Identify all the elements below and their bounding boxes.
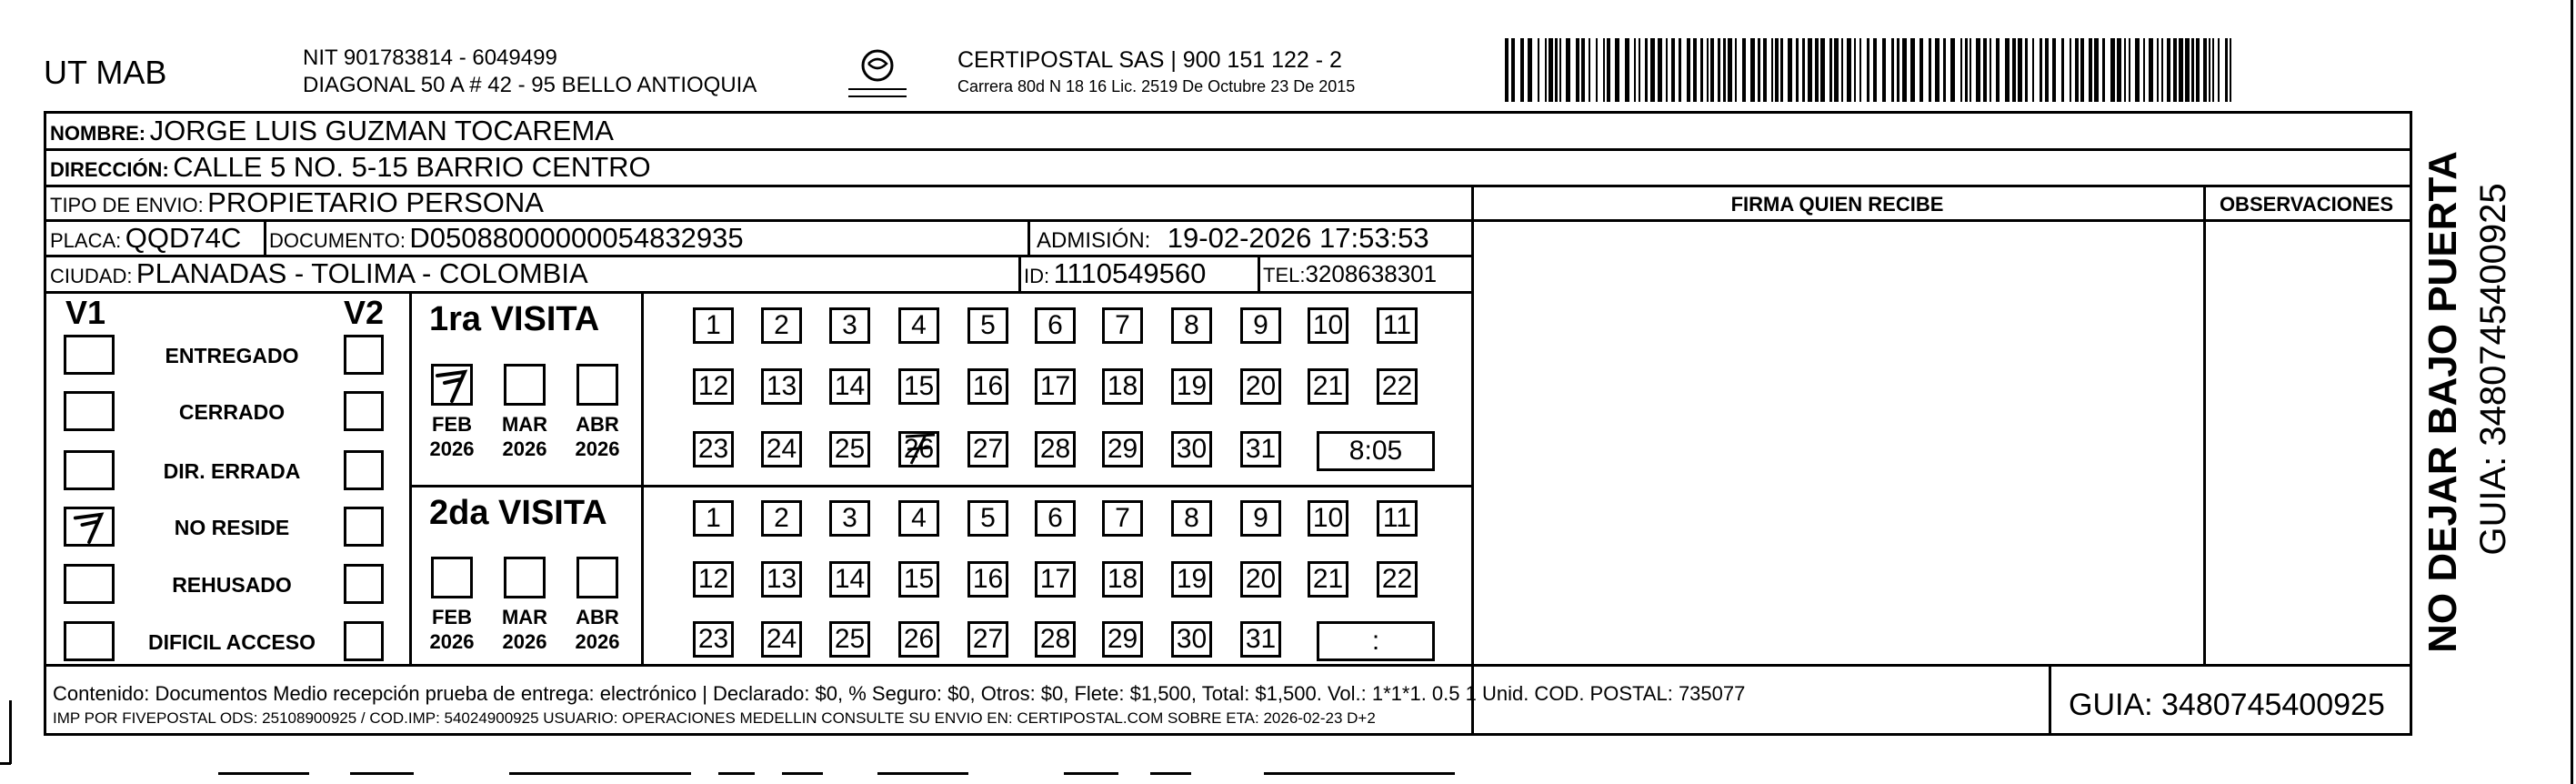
day-box[interactable]: 20	[1240, 368, 1281, 405]
footer-guia: GUIA: 3480745400925	[2069, 688, 2385, 722]
day-box[interactable]: 12	[693, 561, 734, 598]
reason-label: NO RESIDE	[174, 516, 290, 539]
day-box[interactable]: 15	[898, 561, 939, 598]
v2-checkbox[interactable]	[344, 507, 384, 547]
month-checkbox[interactable]	[431, 557, 473, 598]
tipo-envio-field: TIPO DE ENVIO: PROPIETARIO PERSONA	[50, 186, 544, 218]
day-box[interactable]: 8	[1171, 500, 1212, 537]
day-box[interactable]: 22	[1377, 561, 1418, 598]
day-box[interactable]: 25	[829, 431, 870, 467]
visita2-title: 2da VISITA	[429, 494, 607, 532]
month-checkbox[interactable]	[504, 557, 546, 598]
sender-address: DIAGONAL 50 A # 42 - 95 BELLO ANTIOQUIA	[303, 73, 757, 97]
day-box[interactable]: 2	[761, 307, 802, 344]
tel-field: TEL:3208638301	[1263, 260, 1438, 287]
reason-label: DIR. ERRADA	[163, 459, 301, 483]
firma-header: FIRMA QUIEN RECIBE	[1730, 193, 1944, 216]
day-box[interactable]: 28	[1035, 621, 1076, 658]
contenido-line: Contenido: Documentos Medio recepción prueba de entrega: electrónico | Declarado: $0, % Seguro: $0, Otros: $0, Flete: $1,500, Total: $1,500. Vol.: 1*1*1. 0.5 1 Unid. COD. POSTAL: 735077	[53, 682, 1746, 705]
day-box[interactable]: 8	[1171, 307, 1212, 344]
v2-checkbox[interactable]	[344, 564, 384, 604]
month-year: 2026	[429, 630, 475, 653]
day-box[interactable]: 5	[967, 500, 1008, 537]
admision-field: ADMISIÓN: 19-02-2026 17:53:53	[1037, 222, 1429, 254]
dash	[1264, 772, 1455, 775]
nombre-value: JORGE LUIS GUZMAN TOCAREMA	[149, 115, 614, 146]
time-box[interactable]: :	[1317, 621, 1435, 661]
documento-value: D05088000000054832935	[409, 222, 744, 254]
no-dejar-bajo-puerta-label: NO DEJAR BAJO PUERTA	[2421, 151, 2465, 653]
v1-checkbox[interactable]	[64, 507, 115, 547]
day-box[interactable]: 17	[1035, 368, 1076, 405]
day-box[interactable]: 6	[1035, 500, 1076, 537]
day-box[interactable]: 7	[1102, 307, 1143, 344]
day-box[interactable]: 13	[761, 368, 802, 405]
day-box[interactable]: 23	[693, 621, 734, 658]
v1-checkbox[interactable]	[64, 450, 115, 490]
reason-label: CERRADO	[178, 400, 286, 424]
reason-label: REHUSADO	[172, 573, 292, 597]
day-box[interactable]: 15	[898, 368, 939, 405]
day-box[interactable]: 7	[1102, 500, 1143, 537]
dash	[718, 772, 755, 775]
month-label: ABR	[576, 606, 619, 628]
day-box[interactable]: 29	[1102, 431, 1143, 467]
day-box[interactable]: 29	[1102, 621, 1143, 658]
observaciones-header: OBSERVACIONES	[2219, 193, 2394, 216]
placa-value: QQD74C	[125, 222, 242, 254]
tipo-envio-value: PROPIETARIO PERSONA	[207, 186, 544, 218]
day-box[interactable]: 18	[1102, 561, 1143, 598]
day-box[interactable]: 16	[967, 368, 1008, 405]
dash	[350, 772, 414, 775]
company-address: Carrera 80d N 18 16 Lic. 2519 De Octubre 23 De 2015	[957, 77, 1356, 95]
day-box[interactable]: 10	[1308, 307, 1348, 344]
month-checkbox[interactable]	[576, 557, 618, 598]
day-box[interactable]: 4	[898, 307, 939, 344]
day-box[interactable]: 12	[693, 368, 734, 405]
day-box[interactable]: 5	[967, 307, 1008, 344]
direccion-field: DIRECCIÓN: CALLE 5 NO. 5-15 BARRIO CENTRO	[50, 151, 651, 183]
dash	[218, 772, 309, 775]
day-box[interactable]: 3	[829, 307, 870, 344]
day-box[interactable]: 9	[1240, 307, 1281, 344]
day-box[interactable]: 11	[1377, 500, 1418, 537]
day-box[interactable]: 23	[693, 431, 734, 467]
day-box[interactable]: 11	[1377, 307, 1418, 344]
barcode	[1505, 38, 2232, 102]
dash	[782, 772, 823, 775]
day-box[interactable]: 10	[1308, 500, 1348, 537]
day-box[interactable]: 21	[1308, 561, 1348, 598]
day-box[interactable]: 6	[1035, 307, 1076, 344]
imp-line: IMP POR FIVEPOSTAL ODS: 25108900925 / COD.IMP: 54024900925 USUARIO: OPERACIONES MEDELLIN CONSULTE SU ENVIO EN: CERTIPOSTAL.COM SOBRE ETA: 2026-02-23 D+2	[53, 709, 1376, 727]
day-box[interactable]: 27	[967, 431, 1008, 467]
day-box[interactable]: 25	[829, 621, 870, 658]
admision-value: 19-02-2026 17:53:53	[1167, 222, 1429, 254]
day-box[interactable]: 17	[1035, 561, 1076, 598]
day-box[interactable]: 13	[761, 561, 802, 598]
day-box[interactable]: 1	[693, 307, 734, 344]
month-checkbox[interactable]	[431, 364, 473, 406]
day-box[interactable]: 1	[693, 500, 734, 537]
tel-value: 3208638301	[1305, 260, 1438, 287]
v1-header: V1	[65, 294, 106, 331]
month-year: 2026	[575, 437, 620, 460]
day-box[interactable]: 26	[898, 431, 939, 467]
month-year: 2026	[429, 437, 475, 460]
month-year: 2026	[502, 437, 547, 460]
id-field: ID: 1110549560	[1024, 257, 1207, 289]
day-box[interactable]: 31	[1240, 621, 1281, 658]
sender-name: UT MAB	[44, 54, 167, 91]
day-box[interactable]: 24	[761, 621, 802, 658]
nombre-field: NOMBRE: JORGE LUIS GUZMAN TOCAREMA	[50, 115, 614, 146]
day-box[interactable]: 14	[829, 561, 870, 598]
ciudad-value: PLANADAS - TOLIMA - COLOMBIA	[135, 257, 588, 289]
direccion-value: CALLE 5 NO. 5-15 BARRIO CENTRO	[173, 151, 651, 183]
certipostal-logo	[841, 45, 914, 102]
ciudad-field: CIUDAD: PLANADAS - TOLIMA - COLOMBIA	[50, 257, 588, 289]
day-box[interactable]: 21	[1308, 368, 1348, 405]
day-box[interactable]: 18	[1102, 368, 1143, 405]
day-box[interactable]: 27	[967, 621, 1008, 658]
day-box[interactable]: 19	[1171, 368, 1212, 405]
month-label: MAR	[501, 606, 548, 628]
day-box[interactable]: 22	[1377, 368, 1418, 405]
month-year: 2026	[575, 630, 620, 653]
v2-header: V2	[344, 294, 385, 331]
day-box[interactable]: 2	[761, 500, 802, 537]
v2-checkbox[interactable]	[344, 391, 384, 431]
dash	[1064, 772, 1118, 775]
day-box[interactable]: 31	[1240, 431, 1281, 467]
visita1-title: 1ra VISITA	[429, 300, 600, 338]
v2-checkbox[interactable]	[344, 621, 384, 661]
day-box[interactable]: 4	[898, 500, 939, 537]
day-box[interactable]: 30	[1171, 621, 1212, 658]
sender-nit: NIT 901783814 - 6049499	[303, 45, 557, 70]
side-guia-label: GUIA: 3480745400925	[2473, 183, 2513, 556]
day-box[interactable]: 26	[898, 621, 939, 658]
day-box[interactable]: 24	[761, 431, 802, 467]
dash	[509, 772, 691, 775]
day-box[interactable]: 16	[967, 561, 1008, 598]
dash	[877, 772, 968, 775]
month-label: FEB	[432, 606, 472, 628]
company-name: CERTIPOSTAL SAS | 900 151 122 - 2	[957, 47, 1342, 73]
v1-checkbox[interactable]	[64, 564, 115, 604]
reason-label: ENTREGADO	[165, 344, 299, 367]
placa-field: PLACA: QQD74C	[50, 222, 242, 254]
v2-checkbox[interactable]	[344, 335, 384, 375]
month-checkbox[interactable]	[576, 364, 618, 406]
day-box[interactable]: 14	[829, 368, 870, 405]
reason-label: DIFICIL ACCESO	[147, 630, 316, 654]
day-box[interactable]: 28	[1035, 431, 1076, 467]
month-label: FEB	[432, 413, 472, 436]
month-checkbox[interactable]	[504, 364, 546, 406]
day-box[interactable]: 9	[1240, 500, 1281, 537]
day-box[interactable]: 30	[1171, 431, 1212, 467]
month-label: ABR	[576, 413, 619, 436]
v2-checkbox[interactable]	[344, 450, 384, 490]
day-box[interactable]: 20	[1240, 561, 1281, 598]
day-box[interactable]: 19	[1171, 561, 1212, 598]
dash	[1150, 772, 1191, 775]
day-box[interactable]: 3	[829, 500, 870, 537]
documento-field: DOCUMENTO: D05088000000054832935	[269, 222, 744, 254]
v1-checkbox[interactable]	[64, 621, 115, 661]
time-box[interactable]: 8:05	[1317, 431, 1435, 471]
id-value: 1110549560	[1053, 257, 1207, 289]
month-label: MAR	[501, 413, 548, 436]
v1-checkbox[interactable]	[64, 335, 115, 375]
month-year: 2026	[502, 630, 547, 653]
v1-checkbox[interactable]	[64, 391, 115, 431]
